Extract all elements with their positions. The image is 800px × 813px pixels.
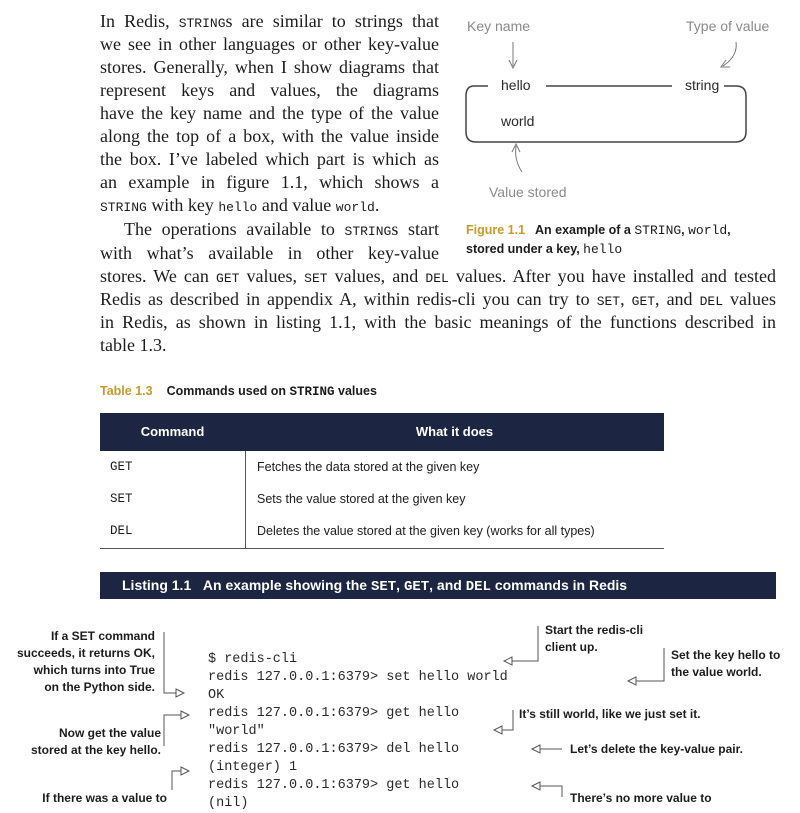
annotation-line: Set the key hello to — [671, 648, 781, 662]
annotation-line: If a SET command — [50, 629, 155, 643]
text-run: values, and — [327, 266, 426, 286]
text-run: and value — [257, 195, 336, 215]
annotation-line: Now get the value — [58, 726, 161, 740]
table-title-text: Commands used on — [166, 384, 290, 398]
paragraph-line — [100, 218, 439, 240]
table-header-description: What it does — [415, 424, 494, 439]
code-line: redis 127.0.0.1:6379> set hello world — [208, 670, 508, 685]
annotation-start-cli — [545, 622, 643, 656]
text-run: values — [723, 289, 777, 309]
table-row — [100, 483, 664, 515]
listing-number: Listing 1.1 — [122, 577, 192, 593]
paragraph-line — [100, 334, 776, 356]
inline-code: world — [335, 200, 375, 215]
annotation-line: Start the redis-cli — [545, 623, 644, 637]
text-run: an example in figure 1.1, which shows a — [100, 172, 439, 192]
type-label: Type of value — [686, 18, 770, 34]
annotation-line: stored at the key hello. — [30, 743, 161, 757]
annotation-delete — [570, 741, 743, 758]
paragraph-line — [100, 10, 439, 32]
annotation-if-value — [10, 790, 167, 807]
caption-text: , — [681, 223, 689, 237]
annotation-line: on the Python side. — [44, 680, 155, 694]
annotation-line: the value world. — [671, 665, 762, 679]
table-caption — [100, 384, 377, 399]
paragraph-line — [100, 79, 439, 101]
text-run: , — [396, 577, 404, 593]
figure-key: hello — [501, 77, 531, 93]
figure-caption — [466, 221, 731, 259]
text-run: In Redis, — [100, 11, 179, 31]
annotation-set-ok — [10, 628, 155, 696]
annotation-line: which turns into True — [33, 663, 155, 677]
table-header-command: Command — [140, 424, 205, 439]
table-row — [100, 451, 664, 483]
caption-code: STRING — [634, 223, 682, 238]
listing-title-bar — [100, 572, 776, 599]
text-run: values. After you have installed and tested — [448, 266, 777, 286]
table-bottom-rule — [100, 548, 664, 549]
paragraph-line — [100, 288, 776, 310]
figure-number: Figure 1.1 — [466, 223, 526, 237]
code-line: redis 127.0.0.1:6379> get hello — [208, 778, 460, 793]
annotation-line: It’s still world, like we just set it. — [519, 707, 701, 721]
paragraph-line — [100, 194, 439, 216]
code-line: OK — [208, 688, 225, 703]
text-run: table 1.3. — [100, 335, 167, 355]
text-run: , — [620, 289, 632, 309]
code-line: (integer) 1 — [208, 760, 298, 775]
figure-type: string — [685, 77, 720, 93]
caption-text: , — [727, 223, 731, 237]
table-cell-description: Fetches the data stored at the given key — [257, 460, 480, 474]
inline-code: SET — [304, 271, 328, 286]
figure-caption-line2 — [466, 240, 731, 259]
text-run: values, — [239, 266, 305, 286]
text-run: . — [374, 195, 380, 215]
paragraph-line — [100, 265, 776, 287]
table-cell-command: DEL — [110, 524, 133, 538]
code-line: (nil) — [208, 796, 249, 811]
table-cell-description: Deletes the value stored at the given key (works for all types) — [257, 524, 595, 538]
table-title-code: STRING — [289, 385, 335, 399]
paragraph-line — [100, 311, 776, 333]
paragraph-line — [100, 148, 439, 170]
text-run: The operations available to — [124, 219, 345, 239]
text-run: we see in other languages or other key-value — [100, 34, 439, 54]
annotation-no-value — [570, 790, 712, 807]
table-cell-command: SET — [110, 492, 133, 506]
annotation-set-key — [671, 647, 780, 681]
inline-code: GET — [403, 579, 430, 595]
annotation-line: If there was a value to — [42, 791, 167, 805]
figure-caption-line1 — [466, 221, 731, 240]
caption-text: stored under a key, — [466, 242, 584, 256]
paragraph-line — [100, 242, 439, 264]
text-run: , and — [655, 289, 700, 309]
table-number: Table 1.3 — [100, 384, 153, 398]
text-run: s are similar to strings that — [225, 11, 439, 31]
text-run: with what’s available in other key-value — [100, 243, 439, 263]
inline-code: GET — [631, 294, 656, 309]
caption-text: An example of a — [535, 223, 635, 237]
table-row — [100, 515, 664, 547]
text-run: have the key name and the type of the value — [100, 103, 439, 123]
inline-code: DEL — [465, 579, 491, 595]
inline-code: GET — [216, 271, 240, 286]
text-run: the box. I’ve labeled which part is which as — [100, 149, 439, 169]
text-run: stores. We can — [100, 266, 217, 286]
inline-code: DEL — [425, 271, 449, 286]
text-run: with key — [146, 195, 219, 215]
inline-code: DEL — [699, 294, 723, 309]
inline-code: SET — [596, 294, 621, 309]
code-line: redis 127.0.0.1:6379> del hello — [208, 742, 460, 757]
inline-code: SET — [370, 579, 397, 595]
text-run: stores. Generally, when I show diagrams that — [100, 57, 439, 77]
text-run: , and — [429, 577, 466, 593]
annotation-get-value — [10, 725, 161, 759]
inline-code: STRING — [178, 16, 226, 31]
inline-code: STRING — [344, 224, 392, 239]
annotation-line: client up. — [545, 640, 598, 654]
inline-code: hello — [218, 200, 258, 215]
annotation-still-world — [519, 706, 701, 723]
text-run: along the top of a box, with the value inside — [100, 126, 439, 146]
figure-value: world — [501, 113, 535, 129]
text-run: s start — [391, 219, 439, 239]
caption-code: hello — [583, 242, 623, 257]
annotation-line: Let’s delete the key-value pair. — [570, 742, 743, 756]
code-line: redis 127.0.0.1:6379> get hello — [208, 706, 460, 721]
text-run: represent keys and values, the diagrams — [100, 80, 439, 100]
listing-title — [203, 577, 627, 593]
code-line: $ redis-cli — [208, 652, 298, 667]
annotation-line: There’s no more value to — [570, 791, 712, 805]
paragraph-line — [100, 102, 439, 124]
text-run: An example showing the — [202, 577, 371, 593]
annotation-line: succeeds, it returns OK, — [16, 646, 155, 660]
text-run: commands in Redis — [490, 577, 628, 593]
table-title-end: values — [334, 384, 377, 398]
table-cell-command: GET — [110, 460, 133, 474]
table-divider — [245, 451, 246, 548]
paragraph-line — [100, 171, 439, 193]
value-stored-label: Value stored — [489, 184, 567, 200]
text-run: in Redis, as shown in listing 1.1, with the basic meanings of the functions described in — [100, 312, 776, 332]
key-name-label: Key name — [467, 18, 531, 34]
text-run: Redis as described in appendix A, within redis-cli you can try to — [100, 289, 597, 309]
inline-code: STRING — [100, 200, 147, 215]
paragraph-line — [100, 56, 439, 78]
paragraph-line — [100, 125, 439, 147]
caption-code: world — [688, 223, 728, 238]
table-cell-description: Sets the value stored at the given key — [257, 492, 466, 506]
paragraph-line — [100, 33, 439, 55]
code-line: "world" — [208, 724, 265, 739]
table-header — [100, 413, 664, 451]
